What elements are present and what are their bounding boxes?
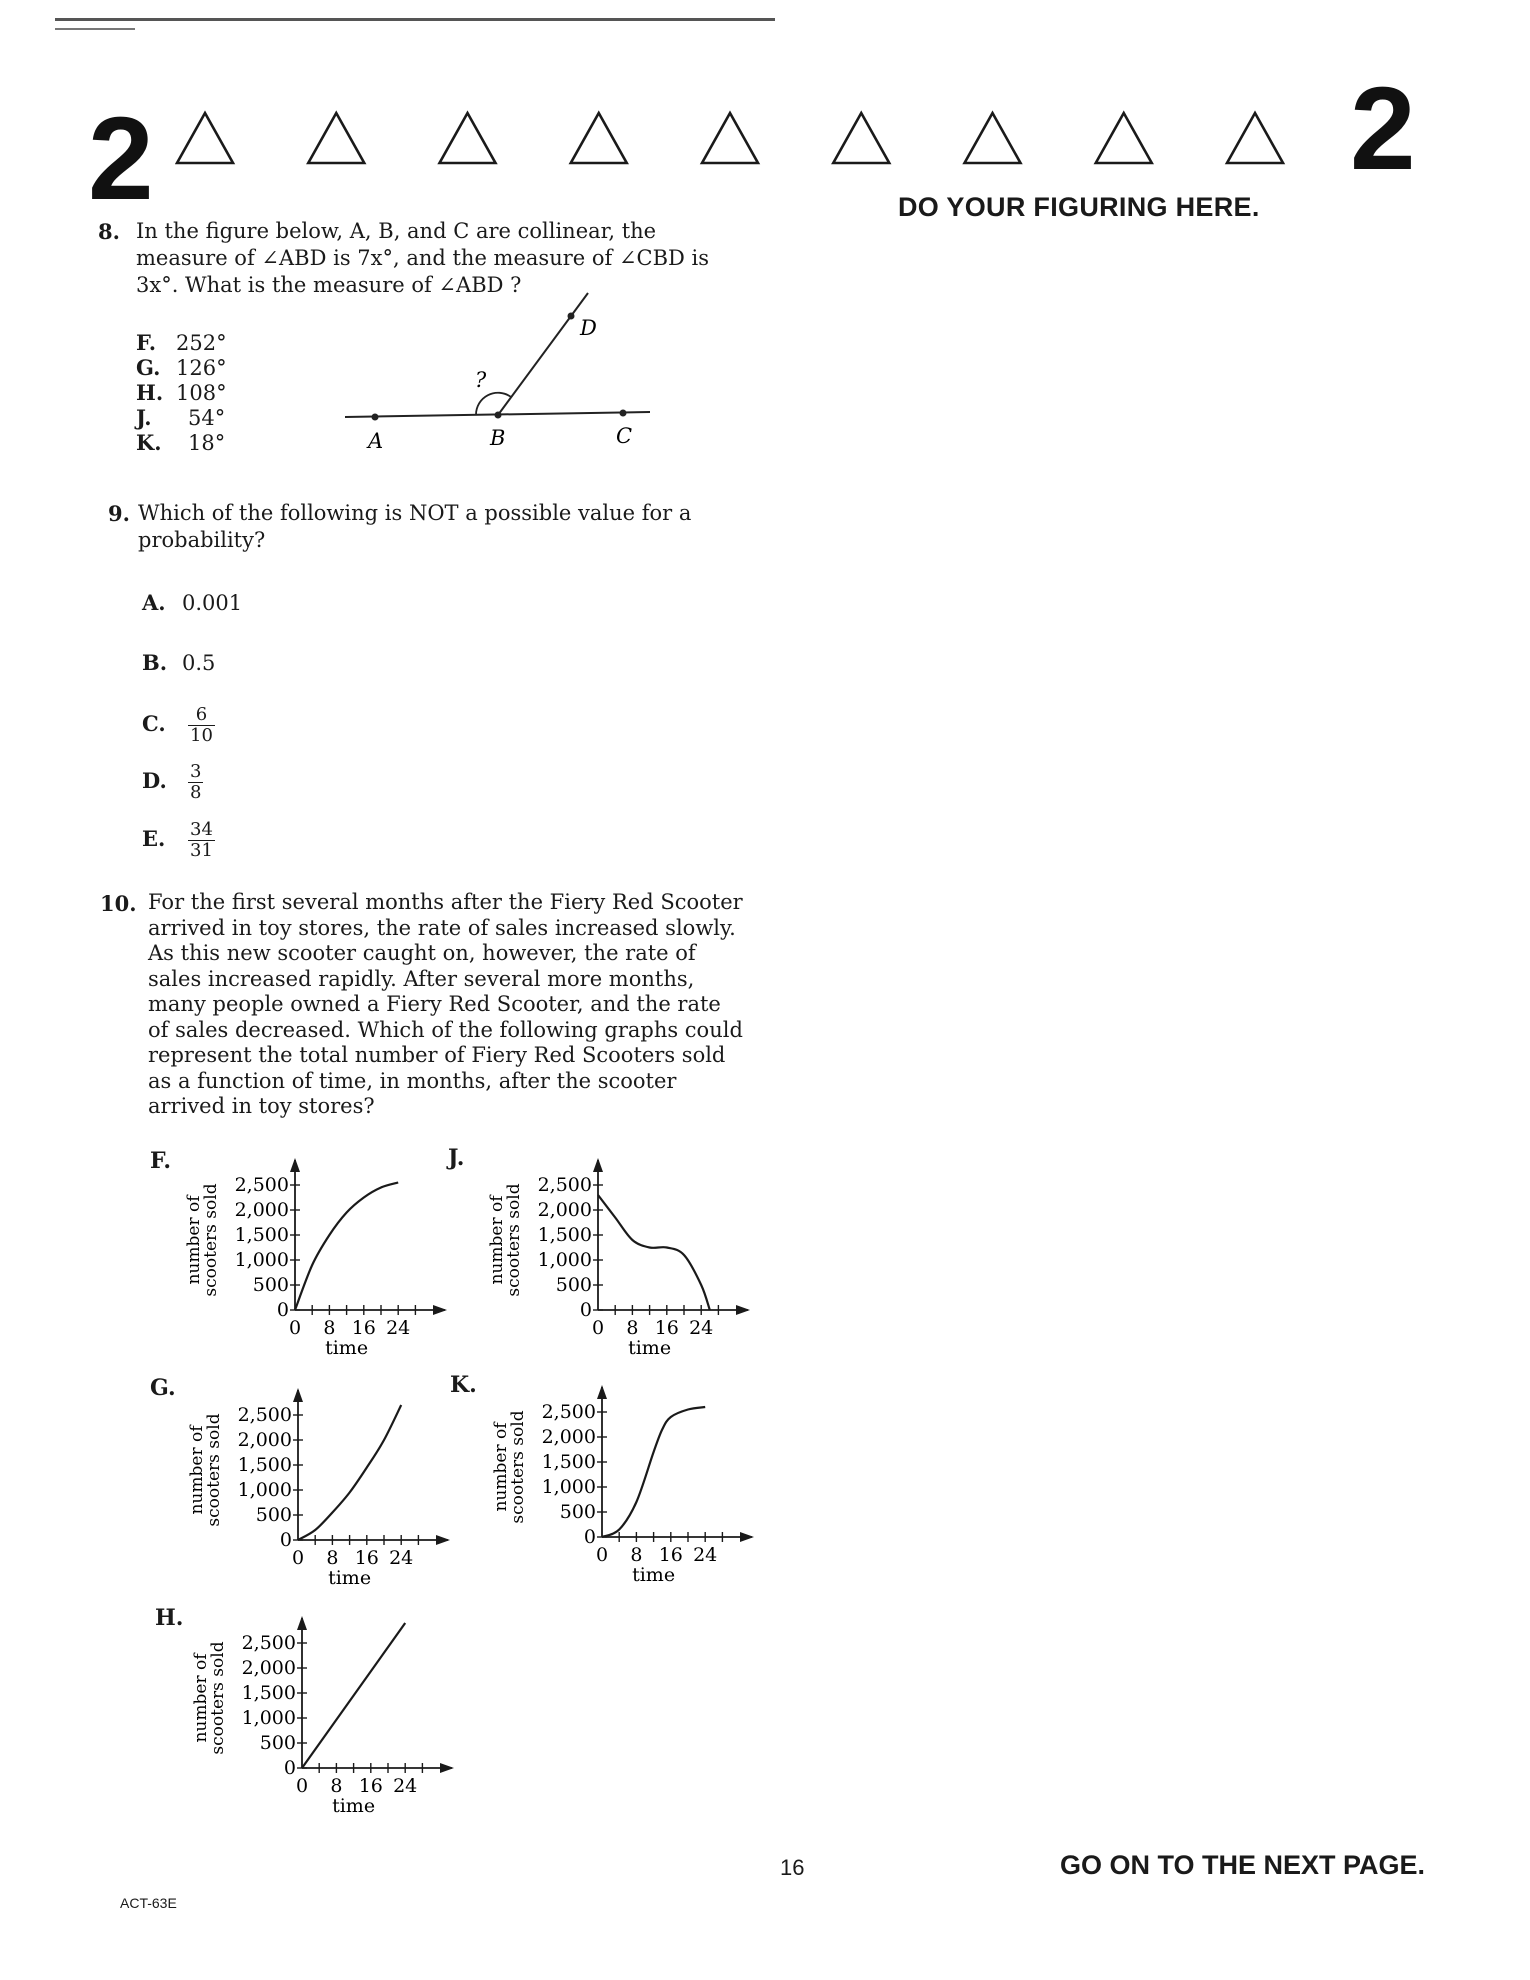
x-axis-label: time <box>325 1337 369 1359</box>
triangle-icons <box>175 108 1335 168</box>
fraction <box>188 762 203 803</box>
x-tick-label: 8 <box>330 1775 343 1797</box>
y-axis-arrow <box>593 1158 603 1172</box>
x-tick-label: 8 <box>626 1317 639 1339</box>
series-line <box>598 1195 710 1310</box>
y-tick-label: 2,500 <box>237 1404 292 1426</box>
graph-g <box>178 1370 468 1590</box>
next-page-notice: GO ON TO THE NEXT PAGE. <box>1060 1850 1426 1880</box>
y-tick-label: 500 <box>559 1501 596 1523</box>
x-tick-label: 0 <box>295 1775 309 1797</box>
question-8-text: In the figure below, A, B, and C are collinear, the measure of ∠ABD is 7x°, and the measure of ∠CBD is 3x°. What is the measure of ∠ABD ? <box>136 219 710 297</box>
y-tick-label: 500 <box>555 1274 592 1296</box>
x-axis-arrow <box>433 1305 447 1315</box>
y-tick-label: 500 <box>259 1732 296 1754</box>
graph-label-k[interactable]: K. <box>450 1372 477 1398</box>
triangle-icon <box>1096 113 1152 163</box>
x-tick-label: 16 <box>351 1317 376 1339</box>
graph-f <box>175 1140 465 1360</box>
y-axis-label-line: number of <box>184 1195 204 1285</box>
y-axis-label <box>184 1183 221 1296</box>
question-10-text: For the first several months after the Fiery Red Scooter arrived in toy stores, the rate of sales increased slowly. As this new scooter caught on, however, the rate of sales increased rapidly. After several more months, many people owned a Fiery Red Scooter, and the rate of sales decreased. Which of the following graphs could represent the total number of Fiery Red Scooters sold as a function of time, in months, after the scooter arrived in toy stores? <box>148 890 743 1118</box>
series-line <box>602 1407 705 1537</box>
y-tick-label: 2,000 <box>541 1426 596 1448</box>
triangle-icon <box>177 113 233 163</box>
denominator: 31 <box>190 840 213 861</box>
graph-label-h[interactable]: H. <box>155 1605 184 1631</box>
choice-e[interactable] <box>142 820 215 861</box>
fraction <box>188 705 215 746</box>
choice-letter: D. <box>142 768 167 793</box>
y-tick-label: 1,000 <box>234 1249 289 1271</box>
label-d: D <box>580 316 597 340</box>
y-tick-label: 0 <box>276 1299 289 1321</box>
ray-bd <box>498 293 588 415</box>
choice-value: 126° <box>176 356 227 380</box>
series-line <box>302 1623 405 1768</box>
x-axis-arrow <box>736 1305 750 1315</box>
x-tick-label: 16 <box>658 1544 683 1566</box>
y-axis-arrow <box>597 1385 607 1399</box>
y-tick-label: 1,000 <box>241 1707 296 1729</box>
y-tick-label: 2,000 <box>241 1657 296 1679</box>
y-axis-label-line: scooters sold <box>204 1413 224 1527</box>
choice-letter: H. <box>136 380 164 405</box>
series-line <box>295 1183 398 1311</box>
point-c <box>620 410 627 417</box>
choice-value: 108° <box>176 381 227 405</box>
series-line <box>298 1405 401 1540</box>
choice-k[interactable] <box>136 430 225 456</box>
y-tick-label: 0 <box>279 1529 292 1551</box>
question-9-text: Which of the following is NOT a possible value for a probability? <box>138 501 692 552</box>
choice-letter: K. <box>136 430 162 455</box>
x-tick-label: 16 <box>654 1317 679 1339</box>
choice-letter: A. <box>142 590 166 615</box>
y-axis-label <box>191 1641 228 1754</box>
triangle-icon <box>833 113 889 163</box>
top-rule-short <box>55 28 135 30</box>
y-tick-label: 1,500 <box>537 1224 592 1246</box>
graph-label-j[interactable]: J. <box>448 1145 465 1171</box>
y-tick-label: 2,500 <box>234 1174 289 1196</box>
y-axis-label-line: number of <box>187 1425 207 1515</box>
triangle-icon <box>1227 113 1283 163</box>
y-tick-label: 2,500 <box>537 1174 592 1196</box>
choice-letter: E. <box>142 826 166 851</box>
y-tick-label: 2,500 <box>241 1632 296 1654</box>
x-tick-label: 24 <box>693 1544 718 1566</box>
figuring-heading: DO YOUR FIGURING HERE. <box>898 192 1260 222</box>
y-tick-label: 2,500 <box>541 1401 596 1423</box>
y-tick-label: 0 <box>579 1299 592 1321</box>
y-axis-label-line: scooters sold <box>504 1183 524 1297</box>
y-tick-label: 1,500 <box>541 1451 596 1473</box>
x-tick-label: 16 <box>354 1547 379 1569</box>
choice-value: 0.5 <box>182 651 216 675</box>
triangle-icon <box>571 113 627 163</box>
y-tick-label: 2,000 <box>537 1199 592 1221</box>
y-tick-label: 1,500 <box>241 1682 296 1704</box>
y-axis-label-line: number of <box>191 1653 211 1743</box>
y-axis-label-line: scooters sold <box>508 1410 528 1524</box>
x-axis-arrow <box>740 1532 754 1542</box>
x-tick-label: 0 <box>288 1317 302 1339</box>
choice-value: 18° <box>188 431 226 455</box>
question-9-number: 9. <box>108 501 130 526</box>
point-a <box>372 414 379 421</box>
y-tick-label: 1,000 <box>541 1476 596 1498</box>
x-tick-label: 24 <box>393 1775 418 1797</box>
angle-figure <box>340 285 660 465</box>
y-axis-label <box>491 1410 528 1523</box>
x-tick-label: 8 <box>326 1547 339 1569</box>
triangle-row <box>175 108 1405 168</box>
y-axis-label-line: number of <box>487 1195 507 1285</box>
section-number-right: 2 <box>1350 63 1416 195</box>
choice-letter: G. <box>136 355 161 380</box>
y-tick-label: 2,000 <box>237 1429 292 1451</box>
point-b <box>495 412 502 419</box>
y-tick-label: 500 <box>252 1274 289 1296</box>
choice-value: 252° <box>176 331 227 355</box>
triangle-icon <box>965 113 1021 163</box>
x-axis-label: time <box>632 1564 676 1586</box>
choice-value: 0.001 <box>182 591 243 615</box>
x-axis-arrow <box>436 1535 450 1545</box>
x-axis-label: time <box>328 1567 372 1589</box>
top-rule <box>55 18 775 21</box>
graph-k <box>482 1367 772 1587</box>
choice-letter: B. <box>142 650 168 675</box>
x-tick-label: 8 <box>323 1317 336 1339</box>
y-tick-label: 1,500 <box>237 1454 292 1476</box>
graph-label-g[interactable]: G. <box>150 1375 176 1401</box>
y-tick-label: 1,000 <box>237 1479 292 1501</box>
choice-f[interactable] <box>136 330 227 356</box>
denominator: 10 <box>190 725 213 746</box>
choice-a[interactable] <box>142 590 242 616</box>
y-tick-label: 1,000 <box>537 1249 592 1271</box>
x-tick-label: 0 <box>595 1544 609 1566</box>
y-axis-label-line: number of <box>491 1422 511 1512</box>
choice-letter: C. <box>142 711 166 736</box>
question-8-number: 8. <box>98 219 120 244</box>
section-number-left: 2 <box>88 93 154 225</box>
choice-c[interactable] <box>142 705 215 746</box>
x-tick-label: 24 <box>689 1317 714 1339</box>
choice-letter: J. <box>136 405 152 430</box>
unknown-angle-label: ? <box>475 368 487 392</box>
x-tick-label: 16 <box>358 1775 383 1797</box>
numerator: 34 <box>190 819 213 840</box>
question-10-number: 10. <box>100 891 137 916</box>
x-tick-label: 0 <box>291 1547 305 1569</box>
choice-value: 54° <box>188 406 226 430</box>
y-axis-label <box>187 1413 224 1526</box>
choice-letter: F. <box>136 330 157 355</box>
y-tick-label: 2,000 <box>234 1199 289 1221</box>
label-a: A <box>368 429 384 453</box>
choice-g[interactable] <box>136 355 227 381</box>
denominator: 8 <box>190 782 202 803</box>
triangle-icon <box>440 113 496 163</box>
triangle-icon <box>702 113 758 163</box>
x-tick-label: 24 <box>389 1547 414 1569</box>
numerator: 3 <box>190 761 202 782</box>
y-tick-label: 500 <box>255 1504 292 1526</box>
numerator: 6 <box>188 705 215 726</box>
choice-h[interactable] <box>136 380 227 406</box>
y-axis-arrow <box>290 1158 300 1172</box>
fraction <box>188 820 215 861</box>
label-c: C <box>616 424 633 448</box>
label-b: B <box>490 426 506 450</box>
y-axis-arrow <box>297 1616 307 1630</box>
x-axis-label: time <box>332 1795 376 1817</box>
y-axis-label <box>487 1183 524 1296</box>
graph-label-f[interactable]: F. <box>150 1148 172 1174</box>
graph-h <box>182 1598 472 1818</box>
x-tick-label: 8 <box>630 1544 643 1566</box>
x-axis-label: time <box>628 1337 672 1359</box>
choice-b[interactable] <box>142 650 215 676</box>
y-tick-label: 1,500 <box>234 1224 289 1246</box>
x-axis-arrow <box>440 1763 454 1773</box>
y-tick-label: 0 <box>283 1757 296 1779</box>
y-tick-label: 0 <box>583 1526 596 1548</box>
graph-j <box>478 1140 768 1360</box>
x-tick-label: 24 <box>386 1317 411 1339</box>
y-axis-label-line: scooters sold <box>201 1183 221 1297</box>
form-code: ACT-63E <box>120 1895 177 1911</box>
page-number: 16 <box>780 1855 805 1880</box>
y-axis-arrow <box>293 1388 303 1402</box>
choice-d[interactable] <box>142 762 203 803</box>
point-d <box>568 313 575 320</box>
triangle-icon <box>308 113 364 163</box>
x-tick-label: 0 <box>591 1317 605 1339</box>
y-axis-label-line: scooters sold <box>208 1641 228 1755</box>
choice-j[interactable] <box>136 405 225 431</box>
